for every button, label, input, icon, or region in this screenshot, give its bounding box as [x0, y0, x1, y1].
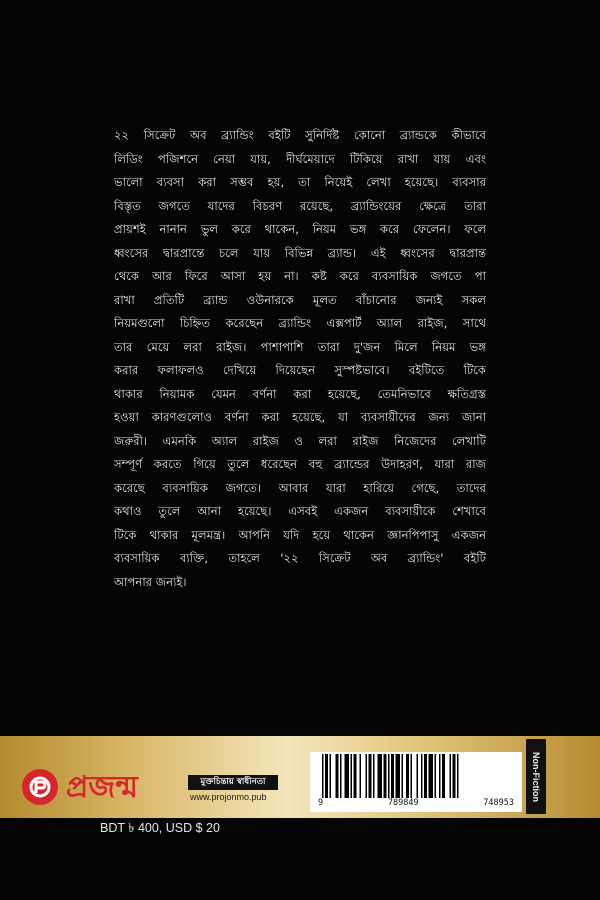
isbn-prefix: 9	[318, 798, 324, 808]
blurb-line: প্রায়শই নানান ভুল করে থাকেন, নিয়ম ভঙ্গ করে ফেলেন। ফলে	[114, 222, 486, 236]
blurb-line: ভালো ব্যবসা করা সম্ভব হয়, তা নিয়েই লেখা হয়েছে। ব্যবসার	[114, 175, 486, 189]
blurb-line: তার মেয়ে লরা রাইজ। পাশাপাশি তারা দু'জন মিলে নিয়ম ভঙ্গ	[114, 339, 486, 354]
barcode-bar	[360, 754, 362, 798]
blurb-line: লিডিং পজিশনে নেয়া যায়, দীর্ঘমেয়াদে টিকিয়ে রাখা যায় এবং	[114, 151, 486, 166]
barcode-bar	[424, 754, 427, 798]
barcode-bar	[378, 754, 383, 798]
barcode-bar	[421, 754, 423, 798]
blurb-line: ধ্বংসের দ্বারপ্রান্তে চলে যায় বিভিন্ন ব্র্যান্ড। এই ধ্বংসের দ্বারপ্রান্ত	[114, 245, 486, 260]
barcode-bar	[369, 754, 372, 798]
barcode-bar	[340, 754, 342, 798]
barcode-bar	[450, 754, 452, 798]
publisher-logo-wordmark	[64, 766, 182, 806]
barcode-bar	[322, 754, 324, 798]
genre-label	[526, 739, 546, 814]
barcode-bar	[336, 754, 339, 798]
publisher-logo-text: প্রজন্ম	[66, 770, 138, 805]
blurb-line: থাকার নিয়ামক যেমন বর্ণনা করা হয়েছে, তেমনিভাবে ক্ষতিগ্রস্ত	[114, 386, 486, 401]
publisher-tagline: মুক্তচিন্তায় স্বাধীনতা	[188, 775, 278, 790]
barcode-bar	[345, 754, 350, 798]
barcode-bar	[435, 754, 437, 798]
blurb-line: জরুরী। এমনকি অ্যাল রাইজ ও লরা রাইজ নিজেদের লেখাটি	[114, 433, 486, 448]
blurb-line: করেছে ব্যবসায়িক জগতে। আবার যারা হারিয়ে গেছে, তাদের	[114, 480, 486, 495]
barcode-bar	[373, 754, 375, 798]
blurb-line: ২২ সিক্রেট অব ব্র্যান্ডিং বইটি সুনির্দিষ্ট কোনো ব্র্যান্ডকে কীভাবে	[114, 128, 486, 142]
barcode-bar	[439, 754, 441, 798]
publisher-logo-icon	[22, 769, 58, 805]
isbn-digits	[318, 798, 514, 808]
barcode-bar	[325, 754, 328, 798]
blurb-line: টিকে থাকার মূলমন্ত্র। আপনি যদি হয়ে থাকেন জ্ঞানপিপাসু একজন	[114, 527, 486, 542]
isbn-barcode	[310, 752, 522, 812]
barcode-bar	[384, 754, 387, 798]
blurb-line: রাখা প্রতিটি ব্র্যান্ড ওউনারকে মূলত বাঁচানোর জন্যই সকল	[114, 292, 486, 307]
barcode-bar	[351, 754, 353, 798]
blurb-line: আপনার জন্যই।	[114, 574, 187, 589]
barcode-bar	[442, 754, 445, 798]
barcode-bar	[388, 754, 390, 798]
barcode-bar	[429, 754, 434, 798]
blurb-line: হওয়া কারণগুলোও বর্ণনা করা হয়েছে, যা ব্যবসায়ীদের জন্য জানা	[114, 410, 486, 424]
blurb-line: নিয়মগুলো চিহ্নিত করেছেন ব্র্যান্ডিং এক্সপার্ট অ্যাল রাইজ, সাথে	[114, 316, 486, 330]
barcode-bar	[354, 754, 357, 798]
barcode-bar	[330, 754, 332, 798]
barcode-bar	[411, 754, 413, 798]
barcode-bars	[322, 754, 510, 798]
isbn-group-1: 789849	[387, 798, 419, 808]
barcode-bar	[406, 754, 409, 798]
blurb-line: থেকে আর ফিরে আসা হয় না। কষ্ট করে ব্যবসায়িক জগতে পা	[114, 269, 486, 283]
blurb-line: ব্যবসায়িক ব্যক্তি, তাহলে '২২ সিক্রেট অব ব্র্যান্ডিং' বইটি	[114, 551, 486, 565]
back-cover-blurb	[114, 124, 486, 594]
blurb-line: বিস্তৃত জগতে যাদের বিচরণ রয়েছে, ব্র্যান্ডিংয়ের ক্ষেত্রে তারা	[114, 198, 486, 213]
blurb-line: সম্পূর্ণ করতে গিয়ে তুলে ধরেছেন বহু ব্র্যান্ডের উদাহরণ, যারা রাজ	[114, 457, 486, 471]
blurb-line: কথাও তুলে আনা হয়েছে। এসবই একজন ব্যবসায়ীকে শেখাবে	[114, 504, 486, 518]
isbn-group-2: 748953	[483, 798, 514, 808]
barcode-bar	[453, 754, 456, 798]
barcode-bar	[457, 754, 459, 798]
barcode-bar	[366, 754, 368, 798]
genre-text: Non-Fiction	[531, 751, 541, 802]
price-label: BDT ৳ 400, USD $ 20	[100, 821, 220, 835]
barcode-bar	[391, 754, 394, 798]
blurb-line: করার ফলাফলও দেখিয়ে দিয়েছেন সুস্পষ্টভাবে। বইটিতে টিকে	[114, 363, 486, 377]
barcode-bar	[402, 754, 404, 798]
publisher-url: www.projonmo.pub	[190, 792, 267, 802]
barcode-bar	[396, 754, 401, 798]
barcode-bar	[417, 754, 419, 798]
